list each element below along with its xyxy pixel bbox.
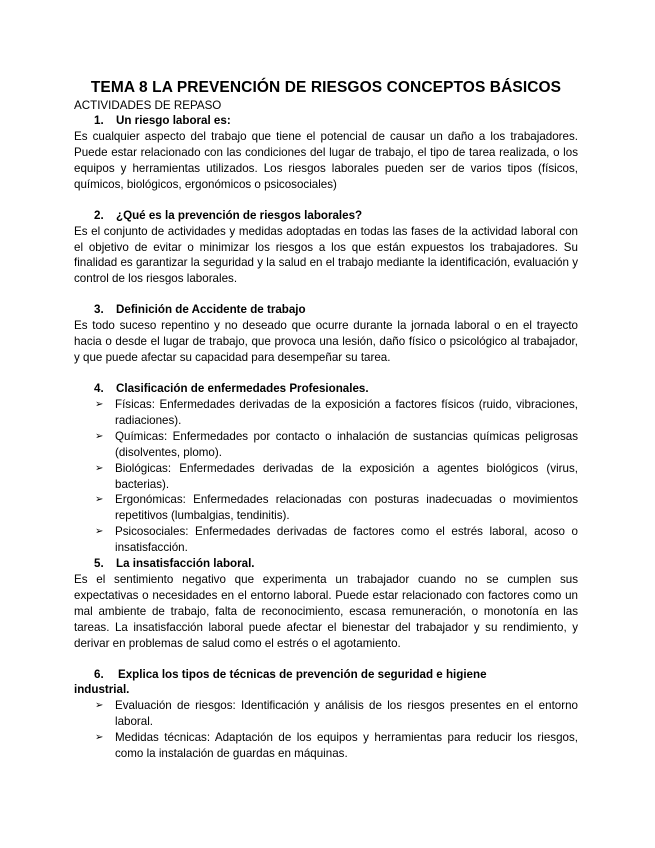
section-2-heading <box>74 208 578 224</box>
list-item-text: Físicas: Enfermedades derivadas de la exposición a factores físicos (ruido, vibraciones, radiaciones). <box>115 397 578 427</box>
section-number: 1. <box>94 114 104 127</box>
section-heading-text: ¿Qué es la prevención de riesgos laborales? <box>116 208 363 222</box>
section-1-heading <box>74 113 578 129</box>
section-number: 5. <box>94 557 104 571</box>
list-item <box>74 492 578 524</box>
section-5-body: Es el sentimiento negativo que experimenta un trabajador cuando no se cumplen sus expectativas o necesidades en el entorno laboral. Puede estar relacionado con factores como un mal ambiente de trabajo, falta de reconocimiento, escasa remuneración, o monotonía en las tareas. La insatisfacción laboral puede afectar el bienestar del trabajador y su rendimiento, y derivar en problemas de salud como el estrés o el agotamiento. <box>74 573 578 650</box>
list-item <box>74 429 578 461</box>
section-4-list <box>74 397 578 556</box>
document-subtitle: ACTIVIDADES DE REPASO <box>74 99 222 112</box>
list-item-text: Psicosociales: Enfermedades derivadas de factores como el estrés laboral, acoso o insatisfacción. <box>115 525 578 555</box>
section-2-body: Es el conjunto de actividades y medidas adoptadas en todas las fases de la actividad laboral con el objetivo de evitar o minimizar los riesgos a los que están expuestos los trabajadores. Su finalidad es garantizar la seguridad y la salud en el trabajo mediante la identificación, evaluación y control de los riesgos laborales. <box>74 224 578 286</box>
arrowhead-bullet-icon: ➢ <box>95 494 104 506</box>
arrowhead-bullet-icon: ➢ <box>95 430 104 442</box>
list-item <box>74 461 578 493</box>
list-item-text: Evaluación de riesgos: Identificación y análisis de los riesgos presentes en el entorno laboral. <box>115 699 578 729</box>
section-4-heading <box>74 381 578 397</box>
list-item-text: Químicas: Enfermedades por contacto o inhalación de sustancias químicas peligrosas (disolventes, plomo). <box>115 429 578 459</box>
list-item-text: Ergonómicas: Enfermedades relacionadas con posturas inadecuadas o movimientos repetitivos (lumbalgias, tendinitis). <box>115 493 578 523</box>
list-item-text: Biológicas: Enfermedades derivadas de la exposición a agentes biológicos (virus, bacterias). <box>115 461 578 491</box>
arrowhead-bullet-icon: ➢ <box>95 700 104 712</box>
list-item <box>74 730 578 762</box>
document-page <box>74 78 578 762</box>
section-6-heading <box>74 667 578 699</box>
section-1-body: Es cualquier aspecto del trabajo que tiene el potencial de causar un daño a los trabajadores. Puede estar relacionado con las condiciones del lugar de trabajo, el tipo de tarea realizada, o los equipos y herramientas utilizados. Los riesgos laborales pueden ser de varios tipos (físicos, químicos, biológicos, ergonómicos o psicosociales) <box>74 130 578 191</box>
list-item <box>74 524 578 556</box>
section-heading-text: Clasificación de enfermedades Profesionales. <box>116 381 369 395</box>
list-item <box>74 698 578 730</box>
section-3-heading <box>74 302 578 318</box>
section-5-heading <box>74 556 578 572</box>
list-item-text: Medidas técnicas: Adaptación de los equipos y herramientas para reducir los riesgos, como la instalación de guardas en máquinas. <box>115 731 578 761</box>
section-6-list <box>74 698 578 762</box>
section-number: 2. <box>94 208 104 222</box>
section-heading-text: Un riesgo laboral es: <box>116 114 231 127</box>
section-heading-text: Definición de Accidente de trabajo <box>116 303 306 317</box>
section-number: 4. <box>94 381 104 395</box>
section-heading-text-continued: industrial. <box>74 683 130 697</box>
section-number: 6. <box>94 667 104 681</box>
section-3-body: Es todo suceso repentino y no deseado que ocurre durante la jornada laboral o en el trayecto hacia o desde el lugar de trabajo, que provoca una lesión, daño físico o psicológico al trabajador, y que puede afectar su capacidad para desempeñar su tarea. <box>74 319 578 365</box>
document-title: TEMA 8 LA PREVENCIÓN DE RIESGOS CONCEPTOS BÁSICOS <box>90 79 562 96</box>
section-heading-text: Explica los tipos de técnicas de prevención de seguridad e higiene <box>118 667 487 681</box>
section-heading-text: La insatisfacción laboral. <box>116 557 255 571</box>
arrowhead-bullet-icon: ➢ <box>95 526 104 538</box>
list-item <box>74 397 578 429</box>
arrowhead-bullet-icon: ➢ <box>95 732 104 744</box>
section-number: 3. <box>94 303 104 317</box>
arrowhead-bullet-icon: ➢ <box>95 462 104 474</box>
arrowhead-bullet-icon: ➢ <box>95 398 104 410</box>
